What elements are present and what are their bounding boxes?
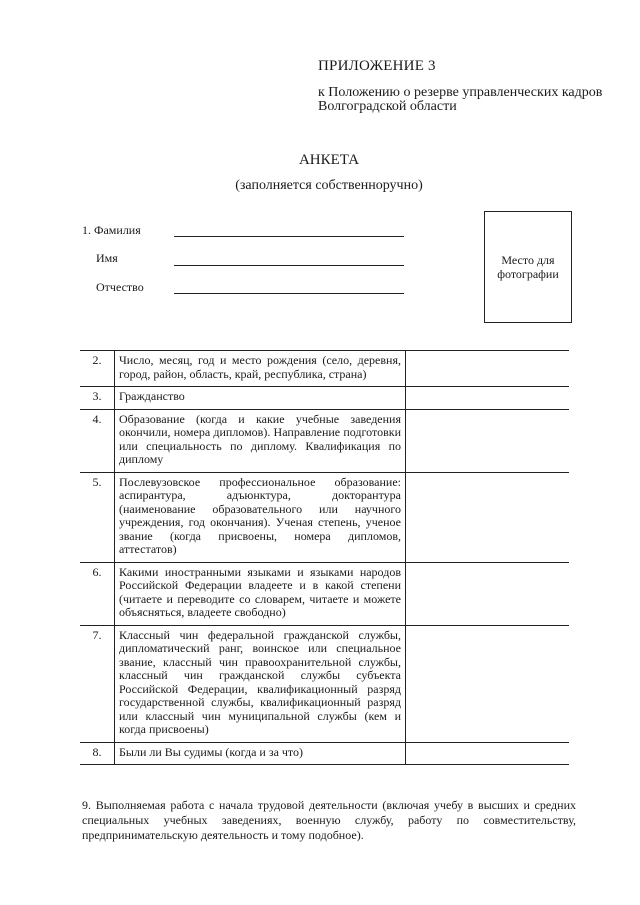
table-row	[80, 625, 569, 742]
work-history-section: 9. Выполняемая работа с начала трудовой деятельности (включая учебу в высших и средних специальных учебных заведениях, военную службу, работу по совместительству, предпринимательскую деятельность и тому подобное).	[82, 798, 576, 842]
photo-placeholder	[484, 211, 572, 323]
patronymic-field[interactable]	[174, 293, 404, 294]
patronymic-label: Отчество	[96, 280, 144, 294]
name-label: Имя	[96, 251, 118, 265]
name-field[interactable]	[174, 265, 404, 266]
question-text: Послевузовское профессиональное образование: аспирантура, адъюнктура, докторантура (наименование образовательного или научного учреждения, год окончания). Ученая степень, ученое звание (когда присвоены, номера дипломов, аттестатов)	[115, 472, 406, 562]
question-text: Были ли Вы судимы (когда и за что)	[115, 742, 406, 765]
answer-cell[interactable]	[406, 409, 570, 472]
table-row	[80, 742, 569, 765]
table-row	[80, 472, 569, 562]
question-text: Гражданство	[115, 387, 406, 410]
table-row	[80, 409, 569, 472]
question-text: Классный чин федеральной гражданской службы, дипломатический ранг, воинское или специальное звание, классный чин правоохранительной службы, классный чин гражданской службы субъекта Российской Федерации, квалификационный разряд государственной службы, квалификационный разряд или классный чин муниципальной службы (кем и когда присвоены)	[115, 625, 406, 742]
question-number: 2.	[80, 351, 115, 387]
answer-cell[interactable]	[406, 351, 570, 387]
question-text: Число, месяц, год и место рождения (село, деревня, город, район, область, край, республика, страна)	[115, 351, 406, 387]
form-subtitle: (заполняется собственноручно)	[235, 178, 423, 193]
appendix-subtitle: к Положению о резерве управленческих кадров Волгоградской области	[318, 85, 603, 114]
surname-label: 1. Фамилия	[82, 223, 141, 237]
question-number: 5.	[80, 472, 115, 562]
appendix-title: ПРИЛОЖЕНИЕ 3	[318, 58, 436, 74]
question-number: 8.	[80, 742, 115, 765]
answer-cell[interactable]	[406, 472, 570, 562]
answer-cell[interactable]	[406, 625, 570, 742]
answer-cell[interactable]	[406, 387, 570, 410]
question-number: 4.	[80, 409, 115, 472]
photo-label: Место для фотографии	[497, 253, 559, 281]
question-text: Образование (когда и какие учебные заведения окончили, номера дипломов). Направление подготовки или специальность по диплому. Квалификация по диплому	[115, 409, 406, 472]
table-row	[80, 387, 569, 410]
question-number: 6.	[80, 562, 115, 625]
form-title: АНКЕТА	[298, 152, 360, 168]
answer-cell[interactable]	[406, 562, 570, 625]
table-row	[80, 351, 569, 387]
question-number: 7.	[80, 625, 115, 742]
table-row	[80, 562, 569, 625]
answer-cell[interactable]	[406, 742, 570, 765]
question-text: Какими иностранными языками и языками народов Российской Федерации владеете и в какой степени (читаете и переводите со словарем, читаете и можете объясняться, владеете свободно)	[115, 562, 406, 625]
surname-field[interactable]	[174, 236, 404, 237]
question-number: 3.	[80, 387, 115, 410]
questions-table	[80, 350, 569, 765]
